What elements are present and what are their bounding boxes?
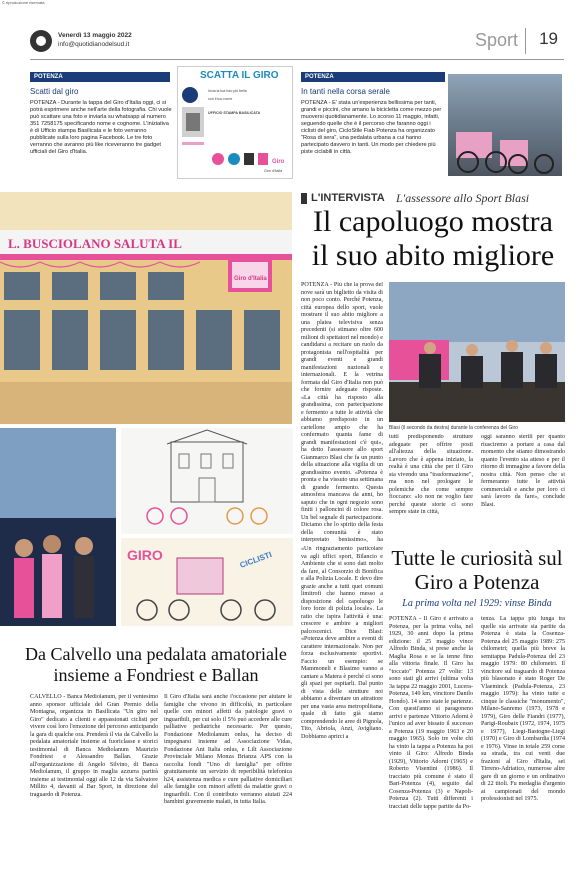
promo-line-2: con il tuo nome bbox=[208, 97, 233, 101]
photo-caption: Blasi (il secondo da destra) durante la conferenza del Giro bbox=[389, 425, 518, 431]
brief-left-tag: POTENZA bbox=[30, 72, 170, 82]
feature-col-4: oggi saranno sterili per quanto riusciremo a portare a casa dal momento che stiamo dimostrando quanto l'evento sia atteso e per il ritorno di immagine a favore della nostra città. Non penso che si fermeranno tutte le attività commerciali e anche per loro ci sarà lavoro da fare», conclude Blasi. bbox=[481, 434, 565, 508]
article2-subtitle: La prima volta nel 1929: vinse Binda bbox=[402, 598, 552, 609]
promo-line-3: UFFICIO STAMPA BASILICATA bbox=[208, 111, 261, 115]
drawing-right-text: CICLISTI bbox=[238, 550, 274, 570]
kicker-marker bbox=[301, 193, 307, 204]
brief-left-title: Scatti dal giro bbox=[30, 87, 79, 96]
newspaper-logo-icon bbox=[30, 30, 52, 52]
feature-kicker: L'INTERVISTA bbox=[311, 192, 385, 204]
giro-sign-text: Giro d'Italia bbox=[234, 276, 267, 282]
article3-col-1: CALVELLO - Banca Mediolanum, per il ventesimo anno sponsor ufficiale del Gran Premio della Montagna, organizza in Basilicata "Un giro nel Giro" dedicato a clienti e appassionati ciclisti per vivere così loro l'emozione del percorso anticipando la gara di qualche ora. Prenderà il via da Calvello la pedalata amatoriale insieme ai fuoriclasse e storici testimonial di Banca Mediolanum Maurizio Fondriest e Alessandro Ballan. Grazie all'organizzazione di Angelo Silvino, di Banca Mediolanum, il gruppo in maglia azzurra partirà insieme ai testimonial oggi alle 12 da via Salvatore Millito 4, davanti al Bar Sport, in direzione del traguardo di Potenza. bbox=[30, 694, 158, 798]
bikes-photo bbox=[448, 74, 562, 176]
article2-title: Tutte le curiosità sul Giro a Potenza bbox=[391, 546, 563, 594]
feature-col-2: «Un ringraziamento particolare va agli uffici sport, Bilancio e Ambiente che si sono dati molto da fare, al Consorzio di Bonifica e alla Polizia Locale. E devo dire grazie anche a tutti quei comuni limitrofi che hanno messo a disposizione del capoluogo le loro forze di polizia locale». La ratio che ispira l'attività è una: crescere e ambire a migliori palcoscenici. Dice Blasi: «Potenza deve ambire a eventi di carattere internazionale. Non per forza esclusivamente sportivi. Faccio un esempio: se Mammoneli e Blasimo vanno a cantare a Matera è perché ci sono gli spazi per ospitarli. Dal punto di vista delle strutture noi abbiamo a diventare un attrattore per una vasta area metropolitana, quale di fatto già siamo comprendendo le aree di Pignola, Tito, Abriola, Anzi, Avigliano. Dobbiamo aprirci a bbox=[301, 546, 383, 740]
banner-text: L. BUSCIOLANO SALUTA IL bbox=[8, 236, 182, 251]
brief-right-tag: POTENZA bbox=[301, 72, 445, 82]
drawing-left-text: GIRO bbox=[127, 547, 163, 563]
promo-scatta-il-giro bbox=[177, 66, 293, 179]
promo-title: SCATTA IL GIRO bbox=[200, 70, 279, 81]
article3-col-2: Il Giro d'Italia sarà anche l'occasione per aiutare le famiglie che vivono in difficoltà, in particolare quelle con minori affetti da patologie gravi o inguaribili, per cui solo il 5% può accedere alle cure palliative pediatriche necessarie. Per questo, Fondazione Mediolanum onlus, ha deciso di impegnarsi insieme ad Associazione Vidas, Fondazione Ant Italia onlus, e Lilt Associazione Provinciale Milano Monza Brianza APS con la raccolta fondi "Uno di famiglia" per offrire gratuitamente un servizio di reperibilità telefonica h24, assistenza medica e cure palliative domiciliari alle famiglie con minori affetti da malattie gravi o inguaribili. Con il contributo verranno aiutati 224 bambini gravemente malati, in tutta Italia. bbox=[164, 694, 292, 805]
promo-line-4: Giro d'Italia bbox=[264, 169, 283, 173]
school-building-photo bbox=[0, 192, 292, 424]
svg-text:Giro: Giro bbox=[272, 159, 285, 165]
article2-col-2: tenza. La tappa più lunga tra quelle sia arrivate sia partite da Potenza è stata la Cosenza-Potenza del 25 maggio 1989: 275 chilometri; quella più breve la semitappa Padula-Potenza del 23 maggio 1979: 80 chilometri. Il vincitore sul traguardo di Potenza più blasonato è stato Roger De Vlaeminck (Padula-Potenza, 23 maggio 1979): ha vinto tutte e cinque le classiche "monumento", Milano-Sanremo (1973, 1978 e 1979), Giro delle Fiandri (1977), Parigi-Roubaix (1972, 1974, 1975 e 1977), Liegi-Bastogne-Liegi (1970) e Giro di Lombardia (1974 e 1976). Vinse in totale 259 corse su strada, tra cui venti due frazioni al Giro d'Italia, sei Tirreno-Adriatico, numerose altre gare di un giorno e un ordinativo di 22 titoli. Fu medaglia d'argento ai campionati del mondo professionisti nel 1975. bbox=[481, 616, 565, 802]
feature-kicker-sub: L'assessore allo Sport Blasi bbox=[396, 191, 530, 205]
page-header bbox=[30, 24, 564, 60]
brief-left-text: POTENZA - Durante la tappa del Giro d'Italia oggi, ci si potrà esprimere anche nell'arte della fotografia. Chi vuole può scattare una foto e inviarla su whatsapp al numero 351 7258175 specificando nome e cognome. L'iniziativa è di Ufficio stampa Basilicata e le foto verranno pubblicate sulla loro pagina Facebook. Le tre foto verranno che avranno più like riceveranno tre gadget ufficiali del Giro d'Italia. bbox=[30, 100, 172, 155]
copyright-notice: © riproduzione riservata bbox=[2, 0, 45, 5]
group-photo bbox=[0, 428, 116, 626]
page-number: 19 bbox=[539, 29, 558, 48]
contact-email: info@quotidianodelsud.it bbox=[58, 41, 130, 48]
section-name: Sport bbox=[474, 30, 518, 50]
brief-right-title: In tanti nella corsa serale bbox=[301, 87, 390, 96]
conference-photo bbox=[389, 282, 565, 422]
article3-title: Da Calvello una pedalata amatoriale insieme a Fondriest e Ballan bbox=[25, 644, 287, 685]
feature-title: Il capoluogo mostra il suo abito migliore bbox=[311, 205, 555, 272]
header-divider bbox=[525, 28, 526, 54]
promo-line-1: Invia la tua foto più bella bbox=[208, 89, 247, 93]
feature-col-1: POTENZA - Più che la prova del nove sarà un biglietto da visita di non poco conto. Perché Potenza, città europea dello sport, vuole mostrare il suo abito migliore a una platea televisiva senza precedenti (si stimano oltre 600 milioni di spettatori nel mondo) e candidarsi a recitare un ruolo da protagonista nell'ospitalità per grandi eventi e grandi manifestazioni nazionali e internazionali. E la vetrina formata dal Giro d'Italia non può che fornire adeguate risposte. «La città ha risposto alla grandissima, con partecipazione e fermento a tutte le attività che abbiamo predisposto in un cartellone ampio che ha confermato quanta fame di grandi manifestazioni c'è qui», ha detto l'assessore allo sport Gianmarco Blasi che fa un punto della situazione alla vigilia di un grandissimo evento. «Potenza è pronta e ha vissuto una settimana di grande fermento. Questa atmosfera mancava da anni, ho saputo che in ogni negozio sono finiti i palloncini di colore rosa. Un bel segnale di partecipazione. Diciamo che lo spirito della festa della comunità è stato interpretato benissimo», ha bbox=[301, 282, 383, 542]
drawing-building bbox=[121, 428, 293, 534]
promo-graphic bbox=[178, 67, 294, 180]
article2-col-1: POTENZA - Il Giro è arrivato a Potenza, per la prima volta, nel 1929, 30 anni dopo la prima edizione: il 25 maggio vince Alfredo Binda, si prese anche la Maglia Rosa e se la tenne fino alla vittoria finale. Il Giro ha "toccato" Potenza 27 volte: 13 sono stati gli arrivi (ultima volta 3a tappa 22 maggio 2001, Lucera-Potenza, 149 km, vincitore Danilo Hondo). 14 sono state le partenze. Con questi'anno si paragoneno arrivi e partenze Vittorio Adorni è l'unico ad aver bissato il successo a Potenza (19 maggio 1963 e 20 maggio 1965). Solo tre volte chi ha vinto la tappa a Potenza ha poi vinto il Giro: Alfredo Binda (1929), Vittorio Adorni (1965) e Roberto Visentini (1986). Il tracciato più comune è stato il Bari-Potenza (4), seguito dal Cosenza-Potenza (3) e Napoli-Potenza (2). Tutti differenti i tracciati delle tappe partite da Po- bbox=[389, 616, 473, 810]
drawing-cyclists bbox=[121, 538, 293, 626]
feature-col-3: tutti predisponendo strutture adeguate per offrire posti all'altezza della situazione. Lavoro che è appena iniziato, la realtà è una città che per il Giro sta vivendo una "trasformazione", ma non nel prologare le polemiche che come sempre fioccano: «Io non ne voglio fare perché queste storie ci sono sempre state in città, bbox=[389, 434, 473, 515]
brief-right-text: POTENZA - E' stata un'esperienza bellissima per tanti, grandi e piccini, che amano la bicicletta come mezzo per muoversi quotidianamente. Lo scorso 11 maggio, infatti, seguendo quelle che è il percorso che faranno oggi i ciclisti del giro, CicloStile Fiab Potenza ha organizzato "Rosa di sera", una pedalata urbana a cui hanno partecipato davvero in tanti. Un modo per chiedere più piste ciclabili in città. bbox=[301, 100, 442, 155]
issue-date: Venerdì 13 maggio 2022 bbox=[58, 32, 132, 39]
